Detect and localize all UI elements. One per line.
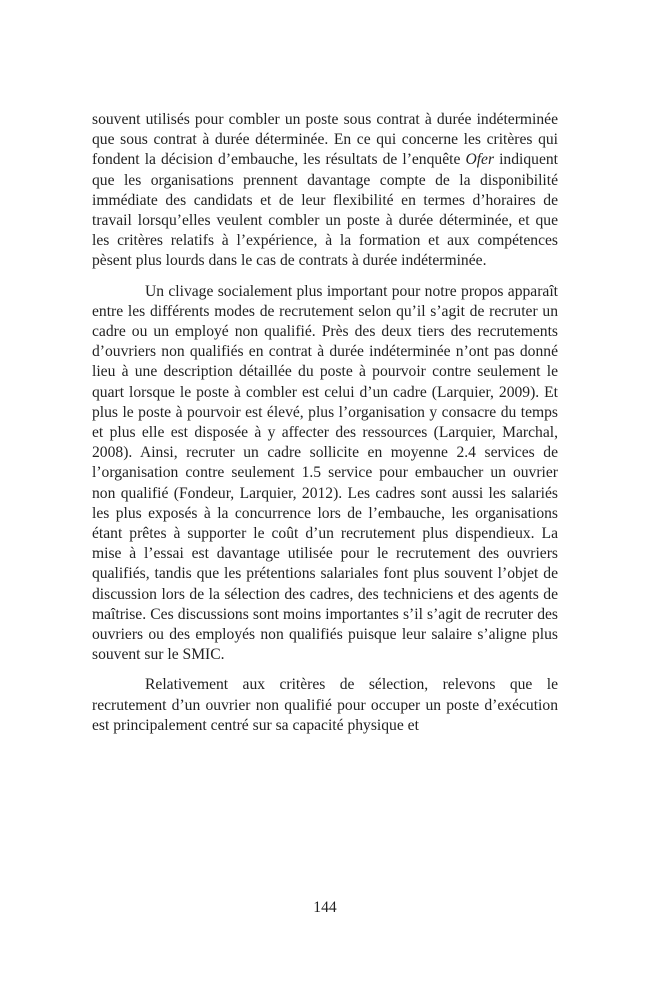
paragraph-2: Un clivage socialement plus important pour notre propos apparaît entre les différents modes de recrutement selon qu’il s’agit de recruter un cadre ou un employé non qualifié. Près des deux tiers des recrutements d’ouvriers non qualifiés en contrat à durée indéterminée n’ont pas donné lieu à une description détaillée du poste à pourvoir contre seulement le quart lorsque le poste à combler est celui d’un cadre (Larquier, 2009). Et plus le poste à pourvoir est élevé, plus l’organisation y consacre du temps et plus elle est disposée à y affecter des ressources (Larquier, Marchal, 2008). Ainsi, recruter un cadre sollicite en moyenne 2.4 services de l’organisation contre seulement 1.5 service pour embaucher un ouvrier non qualifié (Fondeur, Larquier, 2012). Les cadres sont aussi les salariés les plus exposés à la concurrence lors de l’embauche, les organisations étant prêtes à supporter le coût d’un recrutement plus dispendieux. La mise à l’essai est davantage utilisée pour le recrutement des ouvriers qualifiés, tandis que les prétentions salariales font plus souvent l’objet de discussion lors de la sélection des cadres, des techniciens et des agents de maîtrise. Ces discussions sont moins importantes s’il s’agit de recruter des ouvriers ou des employés non qualifiés puisque leur salaire s’aligne plus souvent sur le SMIC. bbox=[92, 282, 558, 664]
paragraph-1-text-after: indiquent que les organisations prennent davantage compte de la disponibilité immédiate des candidats et de leur flexibilité en termes d’horaires de travail lorsqu’elles veulent combler un poste à durée déterminée, et que les critères relatifs à l’expérience, à la formation et aux compétences pèsent plus lourds dans le cas de contrats à durée indéterminée. bbox=[92, 151, 558, 270]
paragraph-3: Relativement aux critères de sélection, relevons que le recrutement d’un ouvrier non qualifié pour occuper un poste d’exécution est principalement centré sur sa capacité physique et bbox=[92, 676, 558, 734]
paragraph-1 bbox=[92, 110, 558, 272]
body-text bbox=[92, 110, 558, 746]
page-number: 144 bbox=[313, 899, 337, 916]
paragraph-1-text-before: souvent utilisés pour combler un poste sous contrat à durée indéterminée que sous contrat à durée déterminée. En ce qui concerne les critères qui fondent la décision d’embauche, les résultats de l’enquête bbox=[92, 111, 558, 169]
survey-name-italic: Ofer bbox=[465, 151, 495, 169]
